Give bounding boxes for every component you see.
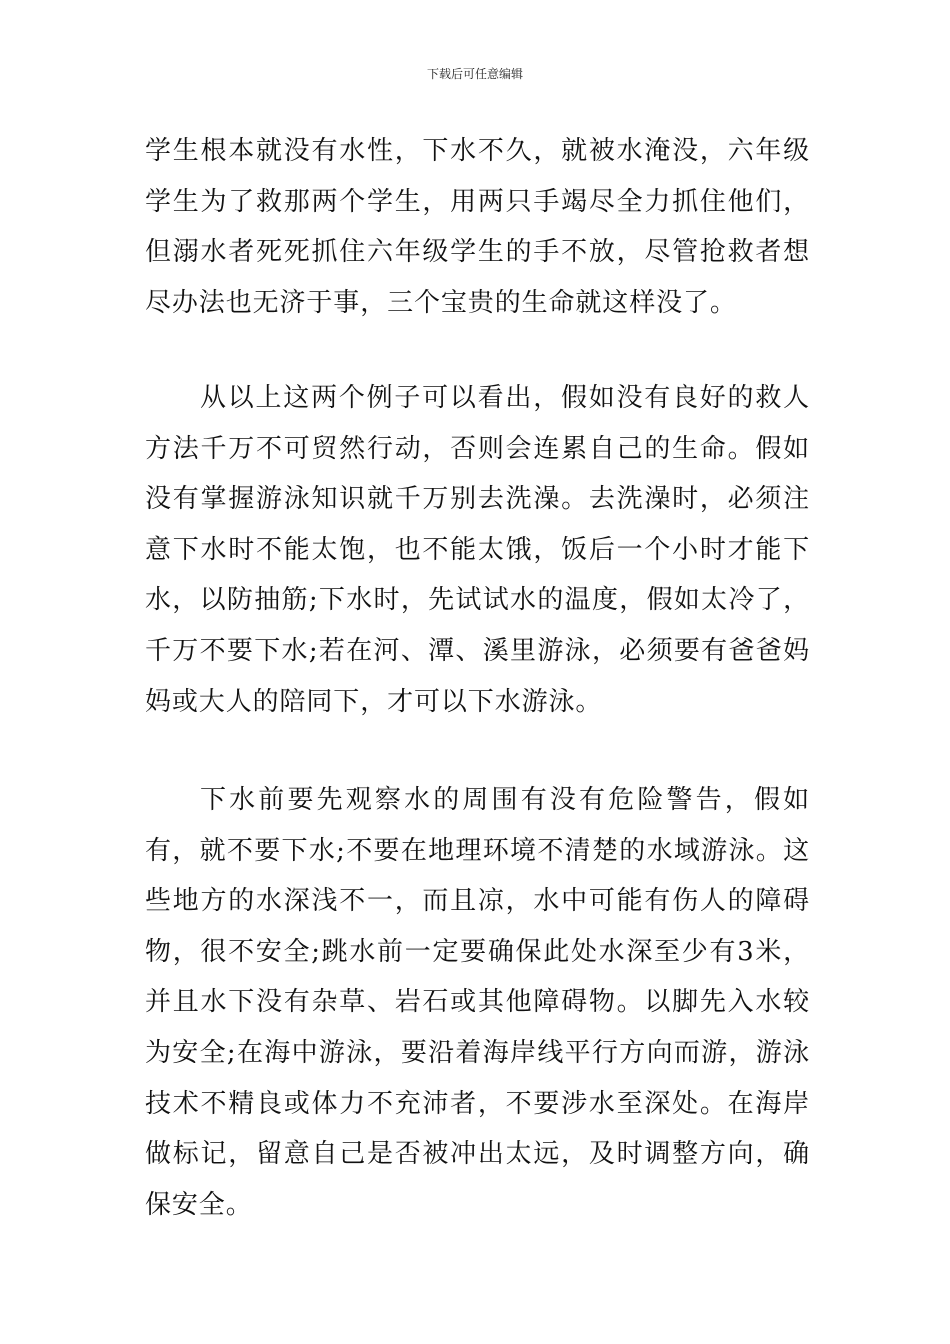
paragraph-3: 下水前要先观察水的周围有没有危险警告，假如有，就不要下水;不要在地理环境不清楚的水域游泳。这些地方的水深浅不一，而且凉，水中可能有伤人的障碍物，很不安全;跳水前一定要确保此处水深至少有3米，并且水下没有杂草、岩石或其他障碍物。以脚先入水较为安全;在海中游泳，要沿着海岸线平行方向而游，游泳技术不精良或体力不充沛者，不要涉水至深处。在海岸做标记，留意自己是否被冲出太远，及时调整方向，确保安全。	[145, 785, 810, 1220]
paragraph-1: 学生根本就没有水性，下水不久，就被水淹没，六年级学生为了救那两个学生，用两只手竭尽全力抓住他们，但溺水者死死抓住六年级学生的手不放，尽管抢救者想尽办法也无济于事，三个宝贵的生命就这样没了。	[145, 136, 810, 318]
page-header: 下载后可任意编辑	[426, 67, 523, 81]
paragraph-2: 从以上这两个例子可以看出，假如没有良好的救人方法千万不可贸然行动，否则会连累自己的生命。假如没有掌握游泳知识就千万别去洗澡。去洗澡时，必须注意下水时不能太饱，也不能太饿，饭后一个小时才能下水，以防抽筋;下水时，先试试水的温度，假如太冷了，千万不要下水;若在河、潭、溪里游泳，必须要有爸爸妈妈或大人的陪同下，才可以下水游泳。	[145, 383, 810, 717]
